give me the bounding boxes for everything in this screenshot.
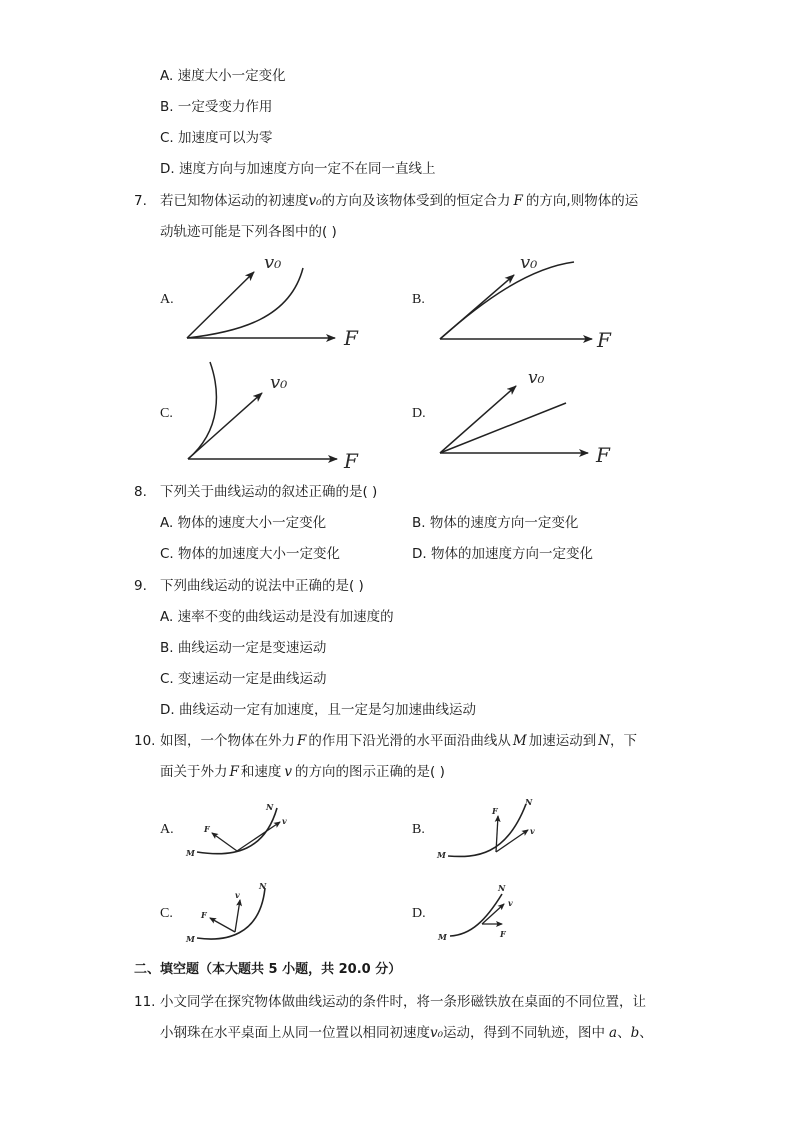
q10-stem-text-c: 加速运动到 xyxy=(528,733,597,749)
q10-fig-d-N: N xyxy=(498,883,506,893)
q7-stem-v0: v₀ xyxy=(308,193,322,209)
q8-option-b: B. 物体的速度方向一定变化 xyxy=(412,515,579,531)
q10-figure-d xyxy=(436,880,536,944)
q10-fig-b-v: v xyxy=(530,826,535,836)
q10-stem-M: M xyxy=(512,733,527,749)
q11-line2 xyxy=(160,1023,653,1043)
q9-number: 9. xyxy=(134,578,147,594)
q11-text-b: 运动，得到不同轨迹，图中 xyxy=(443,1025,606,1041)
q10-stem-F2: F xyxy=(229,764,239,780)
q10-stem-text-d: ，下 xyxy=(610,733,638,749)
q10-fig-c-M: M xyxy=(186,934,195,944)
q6-option-a: A. 速度大小一定变化 xyxy=(160,68,286,84)
q10-fig-a-N: N xyxy=(266,802,274,812)
q7-fig-c-v0: v₀ xyxy=(270,372,288,393)
q10-stem-F: F xyxy=(297,733,307,749)
q8-stem: 下列关于曲线运动的叙述正确的是( ) xyxy=(160,484,378,500)
q10-stem-text-g: 的方向的图示正确的是( ) xyxy=(295,764,445,780)
q10-figure-c xyxy=(185,880,285,944)
q10-stem-text-b: 的作用下沿光滑的水平面沿曲线从 xyxy=(308,733,511,749)
q7-fig-d-v0: v₀ xyxy=(528,368,545,388)
q7-figure-c xyxy=(182,360,372,475)
q8-option-a: A. 物体的速度大小一定变化 xyxy=(160,515,327,531)
q7-number: 7. xyxy=(134,193,147,209)
q10-stem-line2 xyxy=(160,762,445,782)
q10-fig-b-N: N xyxy=(525,797,533,807)
q9-option-d: D. 曲线运动一定有加速度，且一定是匀加速曲线运动 xyxy=(160,702,476,718)
q10-fig-b-M: M xyxy=(437,850,446,860)
q7-stem-text-a: 若已知物体运动的初速度 xyxy=(160,193,309,209)
q10-label-a: A. xyxy=(160,822,174,837)
q7-figure-b xyxy=(434,250,624,355)
q10-stem-line1 xyxy=(160,731,637,751)
q10-fig-c-v: v xyxy=(235,890,240,900)
q11-tail: 、 xyxy=(639,1025,653,1041)
q10-fig-a-v: v xyxy=(282,816,287,826)
q10-stem-text-f: 和速度 xyxy=(240,764,282,780)
q8-option-d: D. 物体的加速度方向一定变化 xyxy=(412,546,593,562)
q7-stem-line1 xyxy=(160,191,638,211)
q7-label-a: A. xyxy=(160,292,174,307)
q9-option-c: C. 变速运动一定是曲线运动 xyxy=(160,671,327,687)
q7-stem-F: F xyxy=(513,193,523,209)
q10-label-c: C. xyxy=(160,906,173,921)
q7-figure-a xyxy=(180,250,370,355)
q7-label-b: B. xyxy=(412,292,425,307)
q8-option-c: C. 物体的加速度大小一定变化 xyxy=(160,546,341,562)
q10-label-d: D. xyxy=(412,906,426,921)
q7-fig-b-F: F xyxy=(597,328,611,352)
q10-fig-d-M: M xyxy=(438,932,447,942)
q11-text-a: 小钢珠在水平桌面上从同一位置以相同初速度 xyxy=(160,1025,430,1041)
q6-option-b: B. 一定受变力作用 xyxy=(160,99,273,115)
q9-option-a: A. 速率不变的曲线运动是没有加速度的 xyxy=(160,609,394,625)
q10-label-b: B. xyxy=(412,822,425,837)
q10-stem-v: v xyxy=(284,764,293,780)
section-title: 二、填空题（本大题共 5 小题，共 20.0 分） xyxy=(134,962,402,977)
q10-fig-a-M: M xyxy=(186,848,195,858)
q10-fig-c-N: N xyxy=(259,881,267,891)
q10-fig-d-F: F xyxy=(500,929,506,939)
q11-line1: 小文同学在探究物体做曲线运动的条件时，将一条形磁铁放在桌面的不同位置，让 xyxy=(160,994,646,1010)
q10-fig-b-F: F xyxy=(492,806,498,816)
q10-stem-text-a: 如图，一个物体在外力 xyxy=(160,733,295,749)
q7-fig-d-F: F xyxy=(596,443,610,467)
q9-stem: 下列曲线运动的说法中正确的是( ) xyxy=(160,578,364,594)
q7-fig-b-v0: v₀ xyxy=(520,252,538,273)
q11-number: 11. xyxy=(134,994,156,1010)
q11-a: a xyxy=(609,1025,618,1041)
q11-b: b xyxy=(630,1025,640,1041)
q10-number: 10. xyxy=(134,733,156,749)
q10-figure-a xyxy=(185,800,305,862)
q7-fig-a-F: F xyxy=(344,326,358,350)
q7-fig-c-F: F xyxy=(344,449,358,473)
q7-stem-text-c: 的方向,则物体的运 xyxy=(525,193,639,209)
q7-fig-a-v0: v₀ xyxy=(264,252,282,273)
q11-sep: 、 xyxy=(617,1025,631,1041)
q10-fig-c-F: F xyxy=(201,910,207,920)
q9-option-b: B. 曲线运动一定是变速运动 xyxy=(160,640,327,656)
q11-v0: v₀ xyxy=(430,1025,444,1041)
q10-stem-text-e: 面关于外力 xyxy=(160,764,228,780)
q10-figure-b xyxy=(436,796,556,862)
q7-stem-text-b: 的方向及该物体受到的恒定合力 xyxy=(321,193,511,209)
q10-fig-a-F: F xyxy=(204,824,210,834)
q7-figure-d xyxy=(436,365,626,470)
q6-option-d: D. 速度方向与加速度方向一定不在同一直线上 xyxy=(160,161,436,177)
q7-label-c: C. xyxy=(160,406,173,421)
q10-stem-N: N xyxy=(598,733,611,749)
q10-fig-d-v: v xyxy=(508,898,513,908)
q6-option-c: C. 加速度可以为零 xyxy=(160,130,273,146)
q8-number: 8. xyxy=(134,484,147,500)
q7-label-d: D. xyxy=(412,406,426,421)
q7-stem-line2: 动轨迹可能是下列各图中的( ) xyxy=(160,224,337,240)
